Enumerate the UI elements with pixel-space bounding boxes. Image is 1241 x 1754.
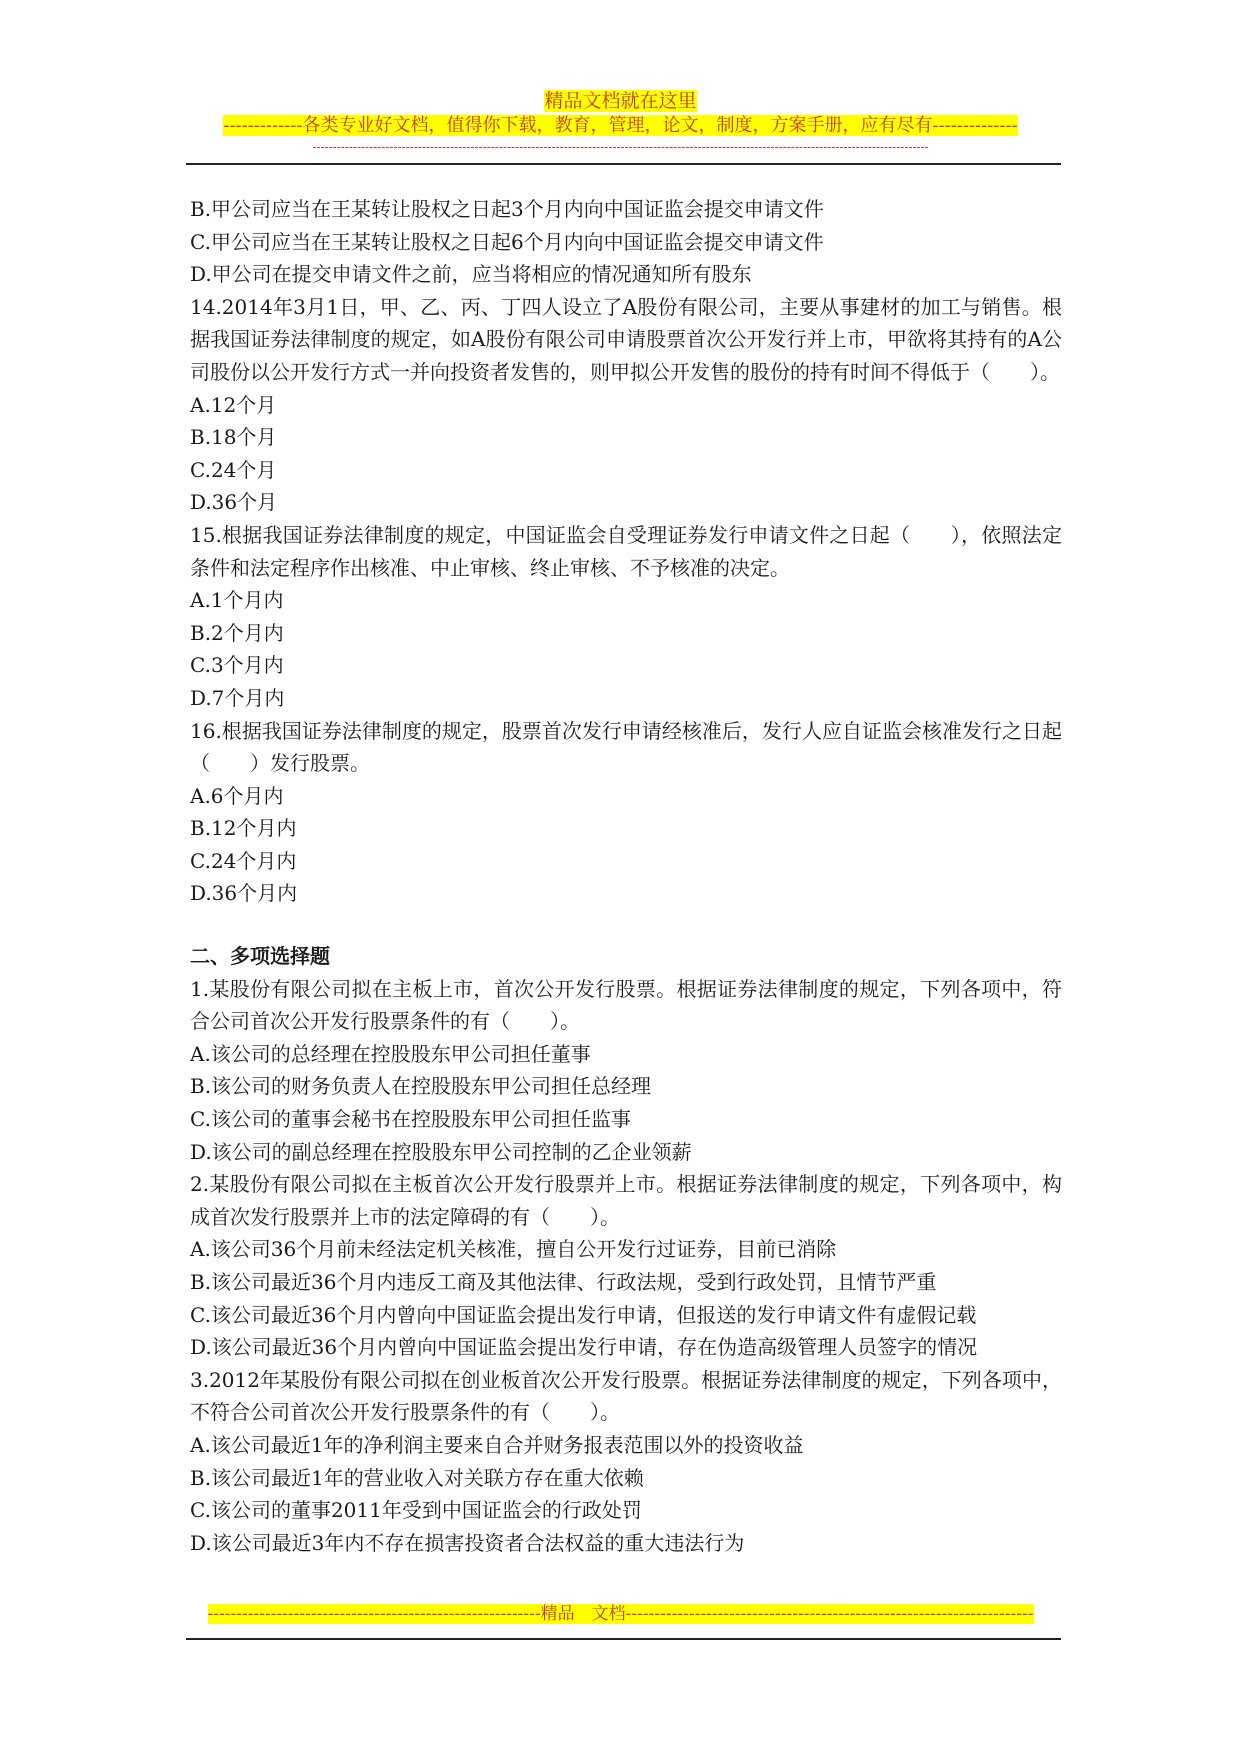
option: A.该公司36个月前未经法定机关核准，擅自公开发行过证券，目前已消除 [190,1237,837,1262]
option: B.该公司最近36个月内违反工商及其他法律、行政法规，受到行政处罚，且情节严重 [190,1270,937,1294]
text-line: B.甲公司应当在王某转让股权之日起3个月内向中国证监会提交申请文件 [190,197,824,221]
option: B.18个月 [190,425,277,450]
header-dashes: -------------------------------------------------------------------------------------------------------------------------------------------------------- [312,140,929,154]
option: C.该公司的董事2011年受到中国证监会的行政处罚 [190,1498,642,1523]
header-subtitle: -------------各类专业好文档，值得你下载，教育，管理，论文，制度，方案手册，应有尽有-------------- [223,115,1018,136]
header-title: 精品文档就在这里 [544,90,697,112]
section-gap [190,910,1062,940]
text-line: C.甲公司应当在王某转让股权之日起6个月内向中国证监会提交申请文件 [190,229,824,254]
option: D.该公司最近3年内不存在损害投资者合法权益的重大违法行为 [190,1530,745,1555]
option: A.该公司最近1年的净利润主要来自合并财务报表范围以外的投资收益 [190,1432,804,1457]
footer-rule [186,1638,1061,1640]
option: C.3个月内 [190,653,284,678]
document-body [190,193,1062,1559]
question-3: 3.2012年某股份有限公司拟在创业板首次公开发行股票。根据证券法律制度的规定，下列各项中，不符合公司首次公开发行股票条件的有（ ）。 [190,1367,1062,1425]
option: A.6个月内 [190,783,284,808]
question-16: 16.根据我国证券法律制度的规定，股票首次发行申请经核准后，发行人应自证监会核准发行之日起（ ）发行股票。 [190,718,1062,776]
option: D.36个月内 [190,881,298,906]
option: B.该公司的财务负责人在控股股东甲公司担任总经理 [190,1074,652,1099]
question-15: 15.根据我国证券法律制度的规定，中国证监会自受理证券发行申请文件之日起（ ），依照法定条件和法定程序作出核准、中止审核、终止审核、不予核准的决定。 [190,522,1062,580]
option: C.24个月内 [190,848,297,873]
option: B.12个月内 [190,816,297,841]
option: A.12个月 [190,392,277,417]
option: C.该公司最近36个月内曾向中国证监会提出发行申请，但报送的发行申请文件有虚假记载 [190,1302,977,1327]
option: A.该公司的总经理在控股股东甲公司担任董事 [190,1041,591,1066]
text-line: D.甲公司在提交申请文件之前，应当将相应的情况通知所有股东 [190,262,752,287]
option: D.36个月 [190,490,278,515]
option: B.2个月内 [190,620,284,645]
option: C.24个月 [190,457,277,482]
page-footer: ----------------------------------------------------------精品 文档----------------------------------------------------------------------- [207,1604,1034,1624]
option: D.该公司最近36个月内曾向中国证监会提出发行申请，存在伪造高级管理人员签字的情况 [190,1335,978,1360]
question-14: 14.2014年3月1日，甲、乙、丙、丁四人设立了A股份有限公司，主要从事建材的加工与销售。根据我国证券法律制度的规定，如A股份有限公司申请股票首次公开发行并上市，甲欲将其持有的A公司股份以公开发行方式一并向投资者发售的，则甲拟公开发售的股份的持有时间不得低于（ ）。 [190,294,1062,384]
option: C.该公司的董事会秘书在控股股东甲公司担任监事 [190,1107,631,1132]
question-2: 2.某股份有限公司拟在主板首次公开发行股票并上市。根据证券法律制度的规定，下列各项中，构成首次发行股票并上市的法定障碍的有（ ）。 [190,1172,1062,1229]
question-1: 1.某股份有限公司拟在主板上市，首次公开发行股票。根据证券法律制度的规定，下列各项中，符合公司首次公开发行股票条件的有（ ）。 [190,976,1062,1034]
section-title: 二、多项选择题 [190,944,330,969]
option: D.该公司的副总经理在控股股东甲公司控制的乙企业领薪 [190,1139,692,1164]
option: A.1个月内 [190,588,284,613]
header-rule [186,163,1061,165]
option: B.该公司最近1年的营业收入对关联方存在重大依赖 [190,1465,644,1490]
option: D.7个月内 [190,685,285,710]
